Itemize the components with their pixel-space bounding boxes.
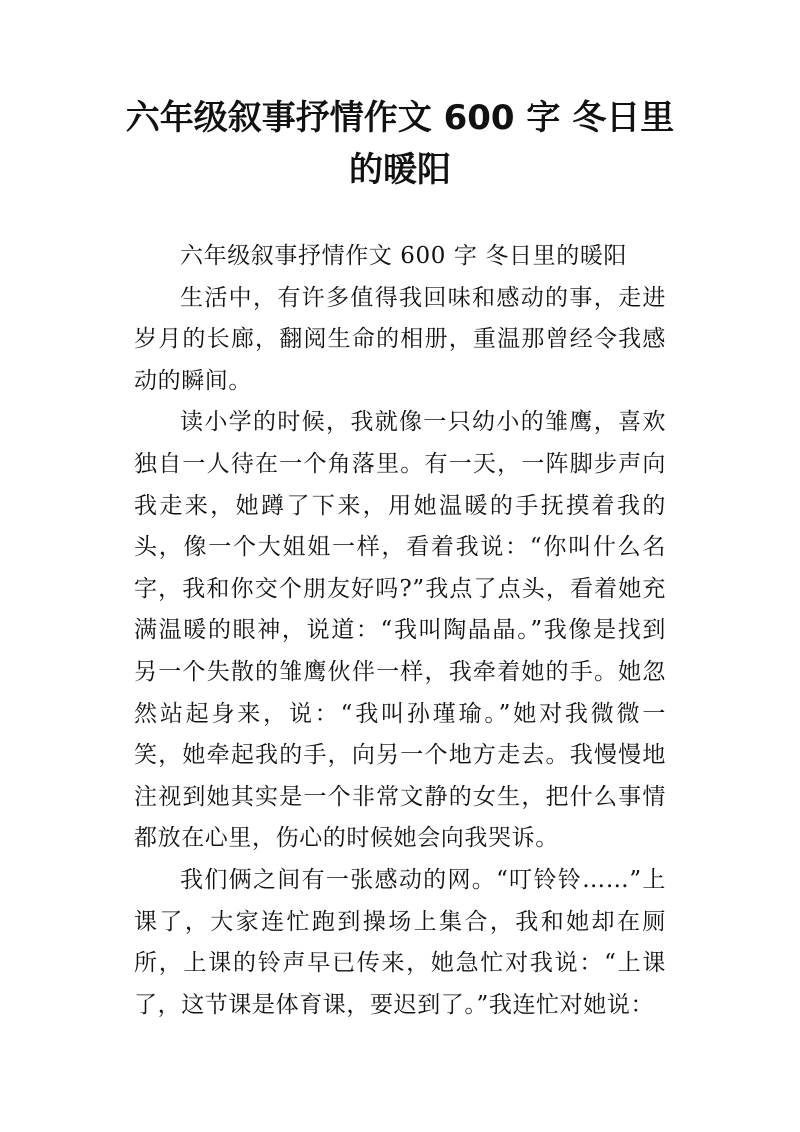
document-body	[134, 236, 666, 1026]
paragraph: 生活中，有许多值得我回味和感动的事，走进岁月的长廊，翻阅生命的相册，重温那曾经令我感动的瞬间。	[134, 284, 666, 394]
paragraph: 我们俩之间有一张感动的网。“叮铃铃……”上课了，大家连忙跑到操场上集合，我和她却在厕所，上课的铃声早已传来，她急忙对我说：“上课了，这节课是体育课，要迟到了。”我连忙对她说：	[134, 866, 666, 1018]
paragraph: 读小学的时候，我就像一只幼小的雏鹰，喜欢独自一人待在一个角落里。有一天，一阵脚步声向我走来，她蹲了下来，用她温暖的手抚摸着我的头，像一个大姐姐一样，看着我说：“你叫什么名字，我和你交个朋友好吗?”我点了点头，看着她充满温暖的眼神，说道：“我叫陶晶晶。”我像是找到另一个失散的雏鹰伙伴一样，我牵着她的手。她忽然站起身来，说：“我叫孙瑾瑜。”她对我微微一笑，她牵起我的手，向另一个地方走去。我慢慢地注视到她其实是一个非常文静的女生，把什么事情都放在心里，伤心的时候她会向我哭诉。	[134, 409, 666, 852]
paragraph-heading: 六年级叙事抒情作文 600 字 冬日里的暖阳	[180, 243, 628, 269]
document-title: 六年级叙事抒情作文 600 字 冬日里的暖阳	[125, 98, 675, 190]
